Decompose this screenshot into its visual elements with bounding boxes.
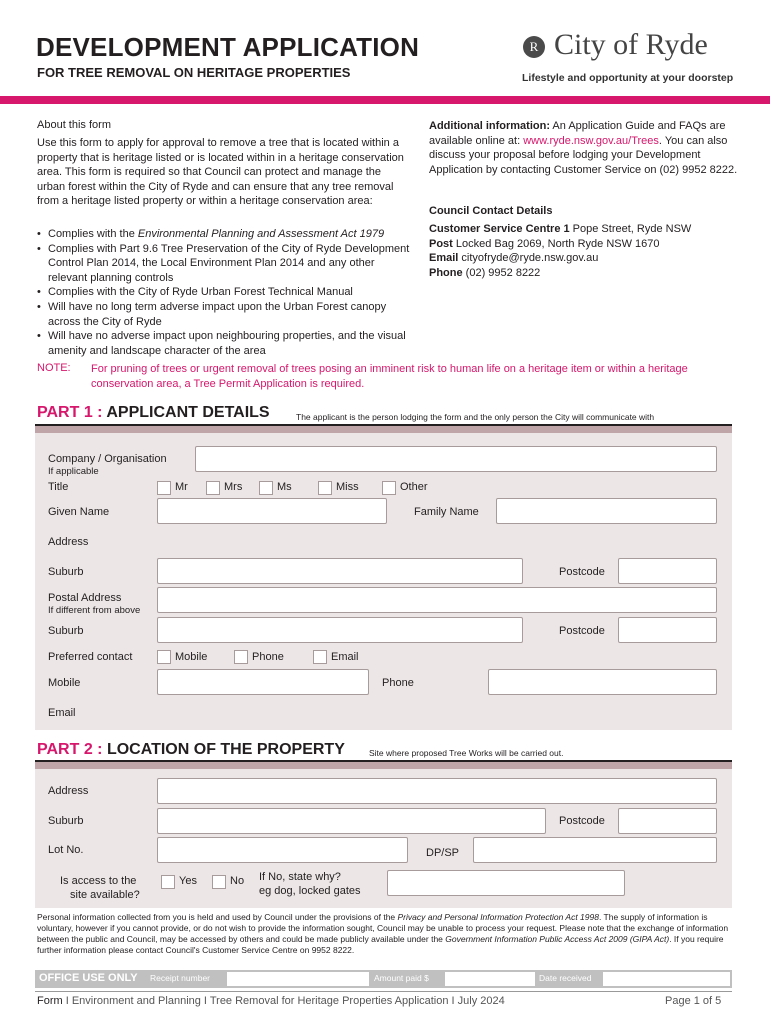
about-bullet-item [37, 285, 415, 300]
email-label: Email [429, 252, 459, 265]
privacy-text3: . If you require further information please contact Council's Customer Service Centre on 9952 8222. [37, 934, 724, 955]
amount-paid-label: Amount paid $ [374, 973, 429, 983]
property-address-input[interactable] [157, 778, 717, 804]
access-no-checkbox[interactable] [212, 875, 226, 889]
preferred-contact-label: Preferred contact [48, 651, 133, 663]
contact-phone-label: Phone [252, 651, 284, 663]
applicant-details-panel [35, 426, 732, 730]
panel-top-band-2 [35, 762, 732, 769]
phone-value: (02) 9952 8222 [462, 266, 541, 279]
lot-no-label: Lot No. [48, 844, 84, 856]
part1-number: PART 1 : [37, 404, 107, 421]
address-label: Address [48, 536, 89, 548]
access-yes-label: Yes [179, 875, 197, 887]
given-name-label: Given Name [48, 506, 110, 518]
title-other-label: Other [400, 481, 428, 493]
footer-form-word: Form [37, 995, 63, 1007]
phone-label: Phone [429, 266, 463, 279]
logo-mark-icon: R [523, 36, 545, 58]
note-text: For pruning of trees or urgent removal of trees posing an imminent risk to human life on a heritage item or within a heritage conservation area, a Tree Permit Application is required. [91, 363, 688, 390]
if-no-label-line2: eg dog, locked gates [259, 885, 361, 897]
council-contact-heading: Council Contact Details [429, 205, 553, 217]
dp-sp-input[interactable] [473, 837, 717, 863]
receipt-number-label: Receipt number [150, 973, 211, 983]
title-ms-checkbox[interactable] [259, 481, 273, 495]
header-divider [0, 96, 770, 104]
phone-label: Phone [382, 677, 414, 689]
receipt-number-field[interactable] [227, 972, 369, 986]
given-name-input[interactable] [157, 498, 387, 524]
about-body: Use this form to apply for approval to remove a tree that is located within a property that is heritage listed or is located within in a heritage conservation area. This form is required so that Council can protect and manage the urban forest within the City of Ryde and can ensure that any tree removal from a heritage listed property or within a heritage conservation area: [37, 137, 404, 208]
additional-info-text1: An Application Guide and FAQs are available online at: [429, 120, 726, 147]
bullet-text: Will have no adverse impact upon neighbouring properties, and the visual amenity and landscape character of the area [48, 330, 406, 357]
bullet-text: Complies with the [48, 228, 138, 240]
part1-title: APPLICANT DETAILS [106, 404, 270, 421]
office-use-label: OFFICE USE ONLY [39, 972, 138, 984]
title-mrs-label: Mrs [224, 481, 243, 493]
title-mr-checkbox[interactable] [157, 481, 171, 495]
privacy-act-2: Government Information Public Access Act 2009 (GIPA Act) [445, 934, 670, 944]
access-question-line2: site available? [70, 889, 140, 901]
page-number: Page 1 of 5 [665, 995, 722, 1007]
privacy-text1: Personal information collected from you is held and used by Council under the provisions of the [37, 912, 398, 922]
title-miss-label: Miss [336, 481, 359, 493]
contact-phone-checkbox[interactable] [234, 650, 248, 664]
post-value: Locked Bag 2069, North Ryde NSW 1670 [452, 237, 660, 250]
suburb-label: Suburb [48, 566, 84, 578]
page-title: DEVELOPMENT APPLICATION [36, 32, 420, 62]
postal-postcode-input[interactable] [618, 617, 717, 643]
footer-rule [35, 991, 732, 992]
office-use-bar [35, 970, 732, 988]
access-question-line1: Is access to the [60, 875, 137, 887]
footer-description: I Environment and Planning I Tree Removal for Heritage Properties Application I July 2024 [62, 995, 505, 1007]
phone-input[interactable] [488, 669, 717, 695]
mobile-input[interactable] [157, 669, 369, 695]
mobile-label: Mobile [48, 677, 81, 689]
company-input[interactable] [195, 446, 717, 472]
post-label: Post [429, 237, 453, 250]
postal-address-label: Postal Address [48, 592, 122, 604]
postal-address-input[interactable] [157, 587, 717, 613]
family-name-input[interactable] [496, 498, 717, 524]
date-received-label: Date received [539, 973, 592, 983]
note-label: NOTE: [37, 362, 71, 374]
bullet-text: Complies with Part 9.6 Tree Preservation of the City of Ryde Development Control Plan 2014, the Local Environment Plan 2014 and any other relevant planning controls [48, 242, 410, 284]
title-ms-label: Ms [277, 481, 292, 493]
property-location-panel [35, 762, 732, 908]
about-heading: About this form [37, 119, 111, 131]
about-bullet-item [37, 300, 415, 329]
lot-no-input[interactable] [157, 837, 408, 863]
date-received-field[interactable] [603, 972, 730, 986]
contact-mobile-checkbox[interactable] [157, 650, 171, 664]
company-sublabel: If applicable [48, 466, 99, 477]
title-mr-label: Mr [175, 481, 188, 493]
suburb-input[interactable] [157, 558, 523, 584]
panel-top-band [35, 426, 732, 433]
about-bullet-item [37, 227, 415, 242]
if-no-label-line1: If No, state why? [259, 871, 341, 883]
privacy-act-1: Privacy and Personal Information Protection Act 1998 [397, 912, 599, 922]
postal-postcode-label: Postcode [559, 625, 605, 637]
part2-heading [37, 741, 345, 759]
part2-number: PART 2 : [37, 741, 107, 758]
council-contact-details [429, 222, 749, 280]
part2-caption: Site where proposed Tree Works will be carried out. [369, 748, 564, 758]
footer-text [37, 995, 505, 1007]
bullet-text: Complies with the City of Ryde Urban Forest Technical Manual [48, 286, 353, 299]
additional-info-text2: . You can also discuss your proposal before lodging your Development Application by contacting Customer Service on (02) 9952 8222. [429, 134, 738, 176]
postcode-input[interactable] [618, 558, 717, 584]
city-of-ryde-logo [520, 28, 740, 90]
property-suburb-input[interactable] [157, 808, 546, 834]
about-bullet-item [37, 242, 415, 286]
about-bullet-item [37, 329, 415, 358]
title-other-checkbox[interactable] [382, 481, 396, 495]
title-miss-checkbox[interactable] [318, 481, 332, 495]
page-subtitle: FOR TREE REMOVAL ON HERITAGE PROPERTIES [37, 65, 351, 80]
part1-heading [37, 404, 270, 422]
property-address-label: Address [48, 785, 89, 797]
bullet-italic-text: Environmental Planning and Assessment Act 1979 [137, 228, 385, 240]
dp-sp-label: DP/SP [426, 847, 460, 859]
company-label: Company / Organisation [48, 453, 167, 465]
property-suburb-label: Suburb [48, 815, 84, 827]
property-postcode-label: Postcode [559, 815, 605, 827]
logo-name: City of Ryde [554, 28, 708, 61]
privacy-statement [37, 912, 737, 956]
access-reason-input[interactable] [387, 870, 625, 896]
contact-email-checkbox[interactable] [313, 650, 327, 664]
trees-link[interactable]: www.ryde.nsw.gov.au/Trees [523, 134, 659, 147]
contact-mobile-label: Mobile [175, 651, 208, 663]
privacy-text2: . The supply of information is voluntary, however if you cannot provide, or do not wish to provide the information sought, Council may be unable to process your request. Please note that the exchange of information between the public and Council, may be accessed by others and could be made publicly available under the [37, 912, 729, 944]
additional-information [429, 119, 739, 177]
part2-title: LOCATION OF THE PROPERTY [106, 741, 345, 758]
about-bullet-list [37, 227, 415, 358]
family-name-label: Family Name [414, 506, 479, 518]
email-value[interactable]: cityofryde@ryde.nsw.gov.au [458, 252, 599, 265]
postal-suburb-label: Suburb [48, 625, 84, 637]
title-mrs-checkbox[interactable] [206, 481, 220, 495]
access-yes-checkbox[interactable] [161, 875, 175, 889]
bullet-text: Will have no long term adverse impact upon the Urban Forest canopy across the City of Ryde [48, 300, 387, 328]
title-label: Title [48, 481, 69, 493]
amount-paid-field[interactable] [445, 972, 535, 986]
additional-info-label: Additional information: [429, 120, 550, 132]
access-no-label: No [230, 875, 245, 887]
postcode-label: Postcode [559, 566, 605, 578]
logo-tagline: Lifestyle and opportunity at your doorstep [522, 72, 734, 84]
postal-address-sublabel: If different from above [48, 605, 141, 616]
part1-caption: The applicant is the person lodging the form and the only person the City will communicate with [296, 412, 655, 422]
email-label: Email [48, 707, 76, 719]
centre-value: Pope Street, Ryde NSW [569, 223, 692, 235]
postal-suburb-input[interactable] [157, 617, 523, 643]
contact-email-label: Email [331, 651, 359, 663]
property-postcode-input[interactable] [618, 808, 717, 834]
centre-label: Customer Service Centre 1 [429, 223, 570, 235]
